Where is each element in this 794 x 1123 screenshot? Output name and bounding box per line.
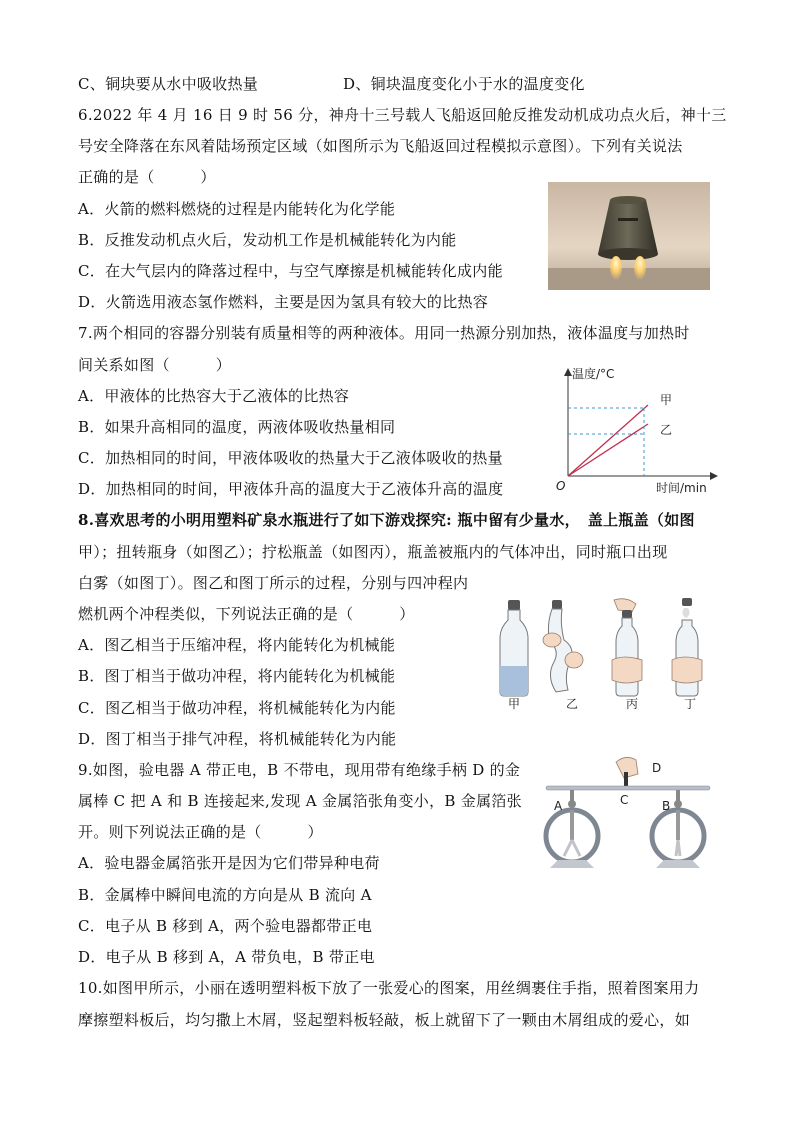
q7-stem-line1: 7.两个相同的容器分别装有质量相等的两种液体。用同一热源分别加热，液体温度与加热时	[78, 324, 690, 342]
label-d: D	[652, 761, 662, 775]
label-a: A	[554, 799, 563, 813]
label-ding: 丁	[684, 697, 697, 711]
bottle-bing	[612, 599, 642, 696]
label-yi: 乙	[566, 697, 579, 711]
electroscope-figure	[540, 752, 716, 878]
q8-option-c: C．图乙相当于做功冲程，将机械能转化为内能	[78, 699, 396, 717]
series-jia-label: 甲	[660, 393, 673, 407]
q9-option-a: A．验电器金属箔张开是因为它们带异种电荷	[78, 854, 380, 872]
q8-option-a: A．图乙相当于压缩冲程，将内能转化为机械能	[78, 636, 396, 654]
q7-option-d: D．加热相同的时间，甲液体升高的温度大于乙液体升高的温度	[78, 480, 504, 498]
q7-option-b: B．如果升高相同的温度，两液体吸收热量相同	[78, 418, 396, 436]
graph-x-label: 时间/min	[656, 481, 707, 495]
q9-option-b: B．金属棒中瞬间电流的方向是从 B 流向 A	[78, 886, 372, 904]
q5-option-d: D、铜块温度变化小于水的温度变化	[343, 75, 585, 93]
q6-stem-line2: 号安全降落在东风着陆场预定区域（如图所示为飞船返回过程模拟示意图）。下列有关说法	[78, 137, 683, 155]
graph-origin-label: O	[556, 479, 566, 493]
series-jia-line	[568, 405, 648, 476]
q6-option-c: C．在大气层内的降落过程中，与空气摩擦是机械能转化成内能	[78, 262, 503, 280]
electroscope-b	[652, 790, 704, 868]
q10-stem-line1: 10.如图甲所示，小丽在透明塑料板下放了一张爱心的图案，用丝绸裹住手指，照着图案用力	[78, 979, 700, 997]
q7-option-a: A．甲液体的比热容大于乙液体的比热容	[78, 387, 350, 405]
q9-stem-line3: 开。则下列说法正确的是（ ）	[78, 823, 323, 841]
q6-option-a: A．火箭的燃料燃烧的过程是内能转化为化学能	[78, 200, 396, 218]
q8-option-b: B．图丁相当于做功冲程，将内能转化为机械能	[78, 667, 396, 685]
q9-option-d: D．电子从 B 移到 A，A 带负电，B 带正电	[78, 948, 375, 966]
label-c: C	[620, 793, 629, 807]
label-b: B	[662, 799, 671, 813]
q8-stem-line1: 8.喜欢思考的小明用塑料矿泉水瓶进行了如下游戏探究: 瓶中留有少量水， 盖上瓶盖（如图	[78, 511, 695, 529]
q9-stem-line1: 9.如图，验电器 A 带正电，B 不带电，现用带有绝缘手柄 D 的金	[78, 761, 521, 779]
graph-y-label: 温度/°C	[572, 367, 615, 381]
bottle-ding	[672, 598, 702, 696]
q10-stem-line2: 摩擦塑料板后，均匀撒上木屑，竖起塑料板轻敲，板上就留下了一颗由木屑组成的爱心，如	[78, 1011, 691, 1029]
q6-option-d: D．火箭选用液态氢作燃料，主要是因为氢具有较大的比热容	[78, 293, 489, 311]
q9-option-c: C．电子从 B 移到 A，两个验电器都带正电	[78, 917, 373, 935]
bottle-jia	[500, 600, 528, 696]
q6-stem-line3: 正确的是（ ）	[78, 168, 216, 186]
q7-stem-line2: 间关系如图（ ）	[78, 356, 232, 374]
q8-stem-line2: 甲）；扭转瓶身（如图乙）；拧松瓶盖（如图丙），瓶盖被瓶内的气体冲出，同时瓶口出现	[78, 543, 668, 561]
q6-option-b: B．反推发动机点火后，发动机工作是机械能转化为内能	[78, 231, 457, 249]
series-yi-line	[568, 424, 648, 476]
q6-stem-line1: 6.2022 年 4 月 16 日 9 时 56 分，神舟十三号载人飞船返回舱反推发动机成功点火后，神十三	[78, 106, 727, 124]
q5-option-c: C、铜块要从水中吸收热量	[78, 75, 259, 93]
q8-stem-line4: 燃机两个冲程类似，下列说法正确的是（ ）	[78, 605, 415, 623]
label-bing: 丙	[626, 697, 639, 711]
return-capsule-photo	[548, 182, 710, 290]
bottle-experiment-figure	[494, 596, 716, 714]
series-yi-label: 乙	[660, 423, 673, 437]
label-jia: 甲	[508, 697, 521, 711]
q7-option-c: C．加热相同的时间，甲液体吸收的热量大于乙液体吸收的热量	[78, 449, 503, 467]
temperature-time-graph	[552, 364, 722, 498]
q9-stem-line2: 属棒 C 把 A 和 B 连接起来,发现 A 金属箔张角变小，B 金属箔张	[78, 792, 522, 810]
q8-stem-line3: 白雾（如图丁）。图乙和图丁所示的过程，分别与四冲程内	[78, 574, 469, 592]
q8-option-d: D．图丁相当于排气冲程，将机械能转化为内能	[78, 730, 397, 748]
bottle-yi	[543, 600, 583, 692]
